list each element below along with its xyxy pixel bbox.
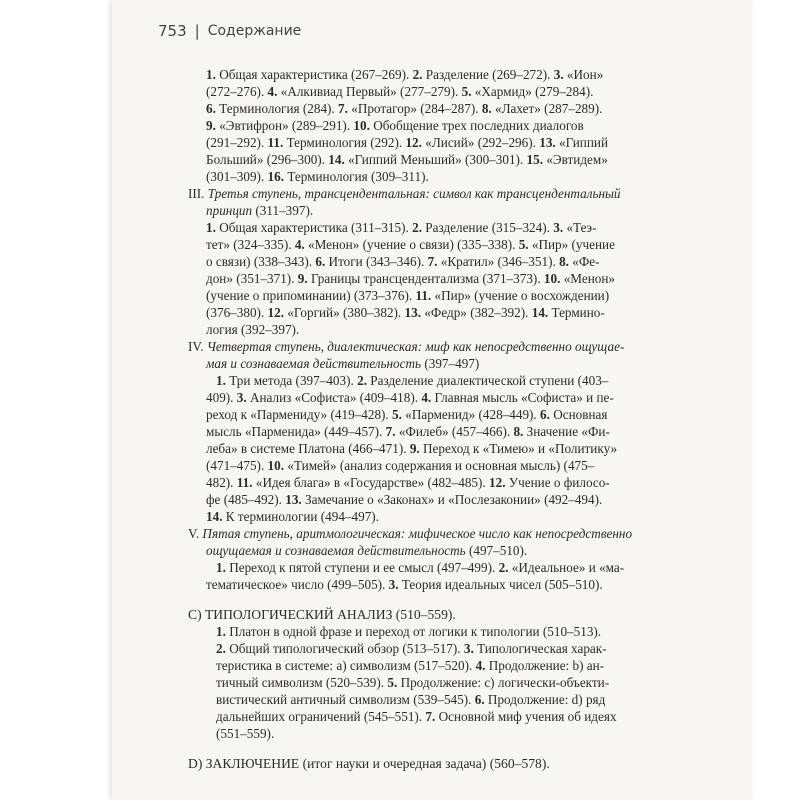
toc-line: (291–292). 11. Терминология (292). 12. «Лисий» (292–296). 13. «Гиппий <box>206 135 609 150</box>
toc-line: дон» (351–371). 9. Границы трансцендентализма (371–373). 10. «Менон» <box>206 271 616 286</box>
toc-line: тематическое» число (499–505). 3. Теория идеальных чисел (505–510). <box>206 577 603 592</box>
running-title: Содержание <box>207 23 302 39</box>
toc-line: 1. Переход к пятой ступени и ее смысл (497–499). 2. «Идеальное» и «ма- <box>216 560 625 575</box>
toc-line: (551–559). <box>216 726 275 741</box>
toc-line: (301–309). 16. Терминология (309–311). <box>206 169 429 184</box>
toc-line: логия (392–397). <box>206 322 300 337</box>
toc-line: принцип (311–397). <box>206 203 314 218</box>
toc-line: III. Третья ступень, трансцендентальная: символ как трансцендентальный <box>188 186 621 201</box>
toc-line: 1. Общая характеристика (267–269). 2. Разделение (269–272). 3. «Ион» <box>206 67 604 82</box>
toc-line: 1. Платон в одной фразе и переход от логики к типологии (510–513). <box>216 624 602 639</box>
toc-line: (учение о припоминании) (373–376). 11. «Пир» (учение о восхождении) <box>206 288 610 303</box>
toc-line: тет» (324–335). 4. «Менон» (учение о связи) (335–338). 5. «Пир» (учение <box>206 237 615 252</box>
toc-line: 9. «Эвтифрон» (289–291). 10. Обобщение трех последних диалогов <box>206 118 584 133</box>
toc-line: 6. Терминология (284). 7. «Протагор» (284–287). 8. «Лахет» (287–289). <box>206 101 603 116</box>
toc-line: (471–475). 10. «Тимей» (анализ содержания и основная мысль) (475– <box>206 458 595 473</box>
toc-line: C) ТИПОЛОГИЧЕСКИЙ АНАЛИЗ (510–559). <box>188 607 456 622</box>
page-header <box>158 22 301 40</box>
toc-line: 1. Общая характеристика (311–315). 2. Разделение (315–324). 3. «Теэ- <box>206 220 597 235</box>
toc-line: 2. Общий типологический обзор (513–517). 3. Типологическая харак- <box>216 641 607 656</box>
toc-line: фе (485–492). 13. Замечание о «Законах» и «Послезаконии» (492–494). <box>206 492 603 507</box>
toc-line: ощущаемая и сознаваемая действительность (497–510). <box>206 543 528 558</box>
toc-line: дальнейших ограничений (545–551). 7. Основной миф учения об идеях <box>216 709 617 724</box>
toc-line: D) ЗАКЛЮЧЕНИЕ (итог науки и очередная задача) (560–578). <box>188 756 550 771</box>
toc-line: реход к «Пармениду» (419–428). 5. «Парменид» (428–449). 6. Основная <box>206 407 608 422</box>
toc-line: V. Пятая ступень, аритмологическая: мифическое число как непосредственно <box>188 526 633 541</box>
toc-line: (376–380). 12. «Горгий» (380–382). 13. «Федр» (382–392). 14. Термино- <box>206 305 605 320</box>
toc-line: 409). 3. Анализ «Софиста» (409–418). 4. Главная мысль «Софиста» и пе- <box>206 390 614 405</box>
toc-line: вистический античный символизм (539–545). 6. Продолжение: d) ряд <box>216 692 606 707</box>
toc-line: Больший» (296–300). 14. «Гиппий Меньший» (300–301). 15. «Эвтидем» <box>206 152 608 167</box>
toc-line: 482). 11. «Идея блага» в «Государстве» (482–485). 12. Учение о филосо- <box>206 475 610 490</box>
toc-line: IV. Четвертая ступень, диалектическая: миф как непосредственно ощущае- <box>188 339 625 354</box>
toc-line: мысль «Парменида» (449–457). 7. «Филеб» (457–466). 8. Значение «Фи- <box>206 424 610 439</box>
toc-line: 14. К терминологии (494–497). <box>206 509 379 524</box>
toc-line: мая и сознаваемая действительность (397–497) <box>206 356 480 371</box>
toc-line: о связи) (338–343). 6. Итоги (343–346). 7. «Кратил» (346–351). 8. «Фе- <box>206 254 600 269</box>
header-separator: | <box>194 22 200 40</box>
toc-line: тичный символизм (520–539). 5. Продолжение: с) логически-объекти- <box>216 675 610 690</box>
toc-line: (272–276). 4. «Алкивиад Первый» (277–279). 5. «Хармид» (279–284). <box>206 84 594 99</box>
page-number: 753 <box>158 22 187 40</box>
toc-line: теристика в системе: а) символизм (517–520). 4. Продолжение: b) ан- <box>216 658 605 673</box>
toc-line: 1. Три метода (397–403). 2. Разделение диалектической ступени (403– <box>216 373 609 388</box>
toc-line: леба» в системе Платона (466–471). 9. Переход к «Тимею» и «Политику» <box>206 441 618 456</box>
